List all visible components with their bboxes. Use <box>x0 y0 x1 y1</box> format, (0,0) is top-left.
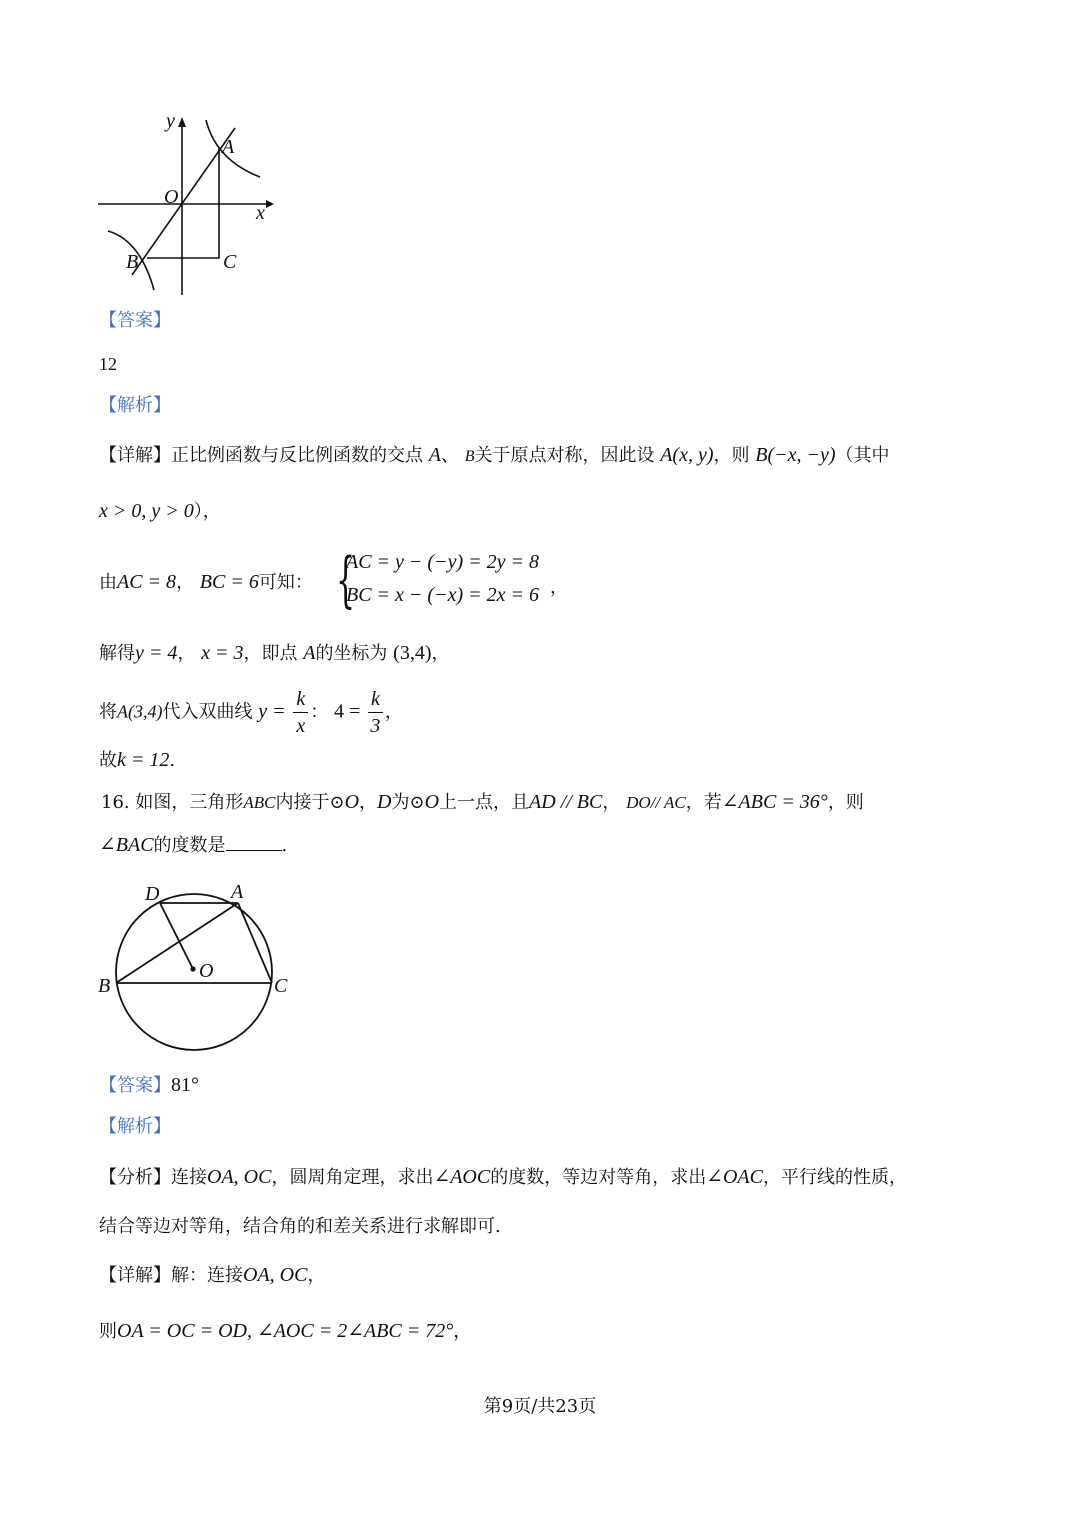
label-o: O <box>164 186 179 208</box>
label-a: A <box>222 136 235 158</box>
figure-inscribed-triangle <box>92 876 302 1056</box>
q16-stem-line2: ∠BAC的度数是 . <box>99 834 288 856</box>
segment-ba <box>116 903 238 983</box>
q16-detail-line1: 【详解】解：连接OA, OC， <box>99 1264 326 1286</box>
q15-equation-system: { AC = y − (−y) = 2y = 8 BC = x − (−x) = 2x = 6 ， <box>336 545 568 615</box>
q15-detail-line3: 由AC = 8， BC = 6可知： <box>99 571 313 593</box>
label-c: C <box>223 251 237 273</box>
q15-analysis-tag: 【解析】 <box>99 395 171 416</box>
q16-fenxi-line2: 结合等边对等角，结合角的和差关系进行求解即可. <box>99 1216 501 1237</box>
label-d: D <box>145 883 160 905</box>
system-brace: { <box>336 545 356 615</box>
label-b: B <box>126 251 139 273</box>
label-y: y <box>166 110 175 132</box>
figure-hyperbola-graph <box>90 105 280 300</box>
label-c: C <box>274 975 288 997</box>
center-point <box>190 966 195 971</box>
q15-detail-line5: 将A(3,4)代入双曲线 y = $\frac{k}{x}$ ： 4 = $\frac{k}{3}$ ， <box>99 688 403 737</box>
answer-blank <box>226 832 282 851</box>
circle-o <box>116 894 272 1050</box>
q15-answer-value: 12 <box>99 354 117 374</box>
q16-stem-line1: 16. 如图，三角形ABC内接于⊙O，D为⊙O上一点，且AD // BC， DO// AC，若∠ABC = 36°，则 <box>101 791 864 813</box>
page-footer: 第9页/共23页 <box>483 1396 597 1417</box>
fraction-k-over-x: $\frac{k}{x}$ <box>293 686 308 739</box>
q15-detail-line4: 解得y = 4， x = 3，即点 A的坐标为 (3,4)， <box>99 642 450 664</box>
label-x: x <box>256 202 265 224</box>
label-o: O <box>199 960 214 982</box>
label-a: A <box>231 881 244 903</box>
q16-answer: 【答案】81° <box>99 1074 199 1096</box>
q15-detail-line6: 故k = 12. <box>99 749 176 771</box>
q16-fenxi-line1: 【分析】连接OA, OC，圆周角定理，求出∠AOC的度数，等边对等角，求出∠OAC，平行线的性质， <box>99 1166 907 1188</box>
equation-2: BC = x − (−x) = 2x = 6 <box>346 584 539 606</box>
q16-analysis-tag: 【解析】 <box>99 1116 171 1137</box>
q16-detail-line2: 则OA = OC = OD, ∠AOC = 2∠ABC = 72°， <box>99 1320 472 1342</box>
q15-answer-tag: 【答案】 <box>99 310 171 331</box>
q15-detail-line2: x > 0, y > 0）， <box>99 500 221 522</box>
q15-detail-line1: 【详解】正比例函数与反比例函数的交点 A、 B关于原点对称，因此设 A(x, y)，则 B(−x, −y)（其中 <box>99 444 890 466</box>
y-axis-arrow <box>178 117 186 127</box>
fraction-k-over-3: $\frac{k}{3}$ <box>368 686 383 739</box>
label-b: B <box>98 975 111 997</box>
x-axis-arrow <box>266 200 274 208</box>
equation-1: AC = y − (−y) = 2y = 8 <box>346 551 539 573</box>
